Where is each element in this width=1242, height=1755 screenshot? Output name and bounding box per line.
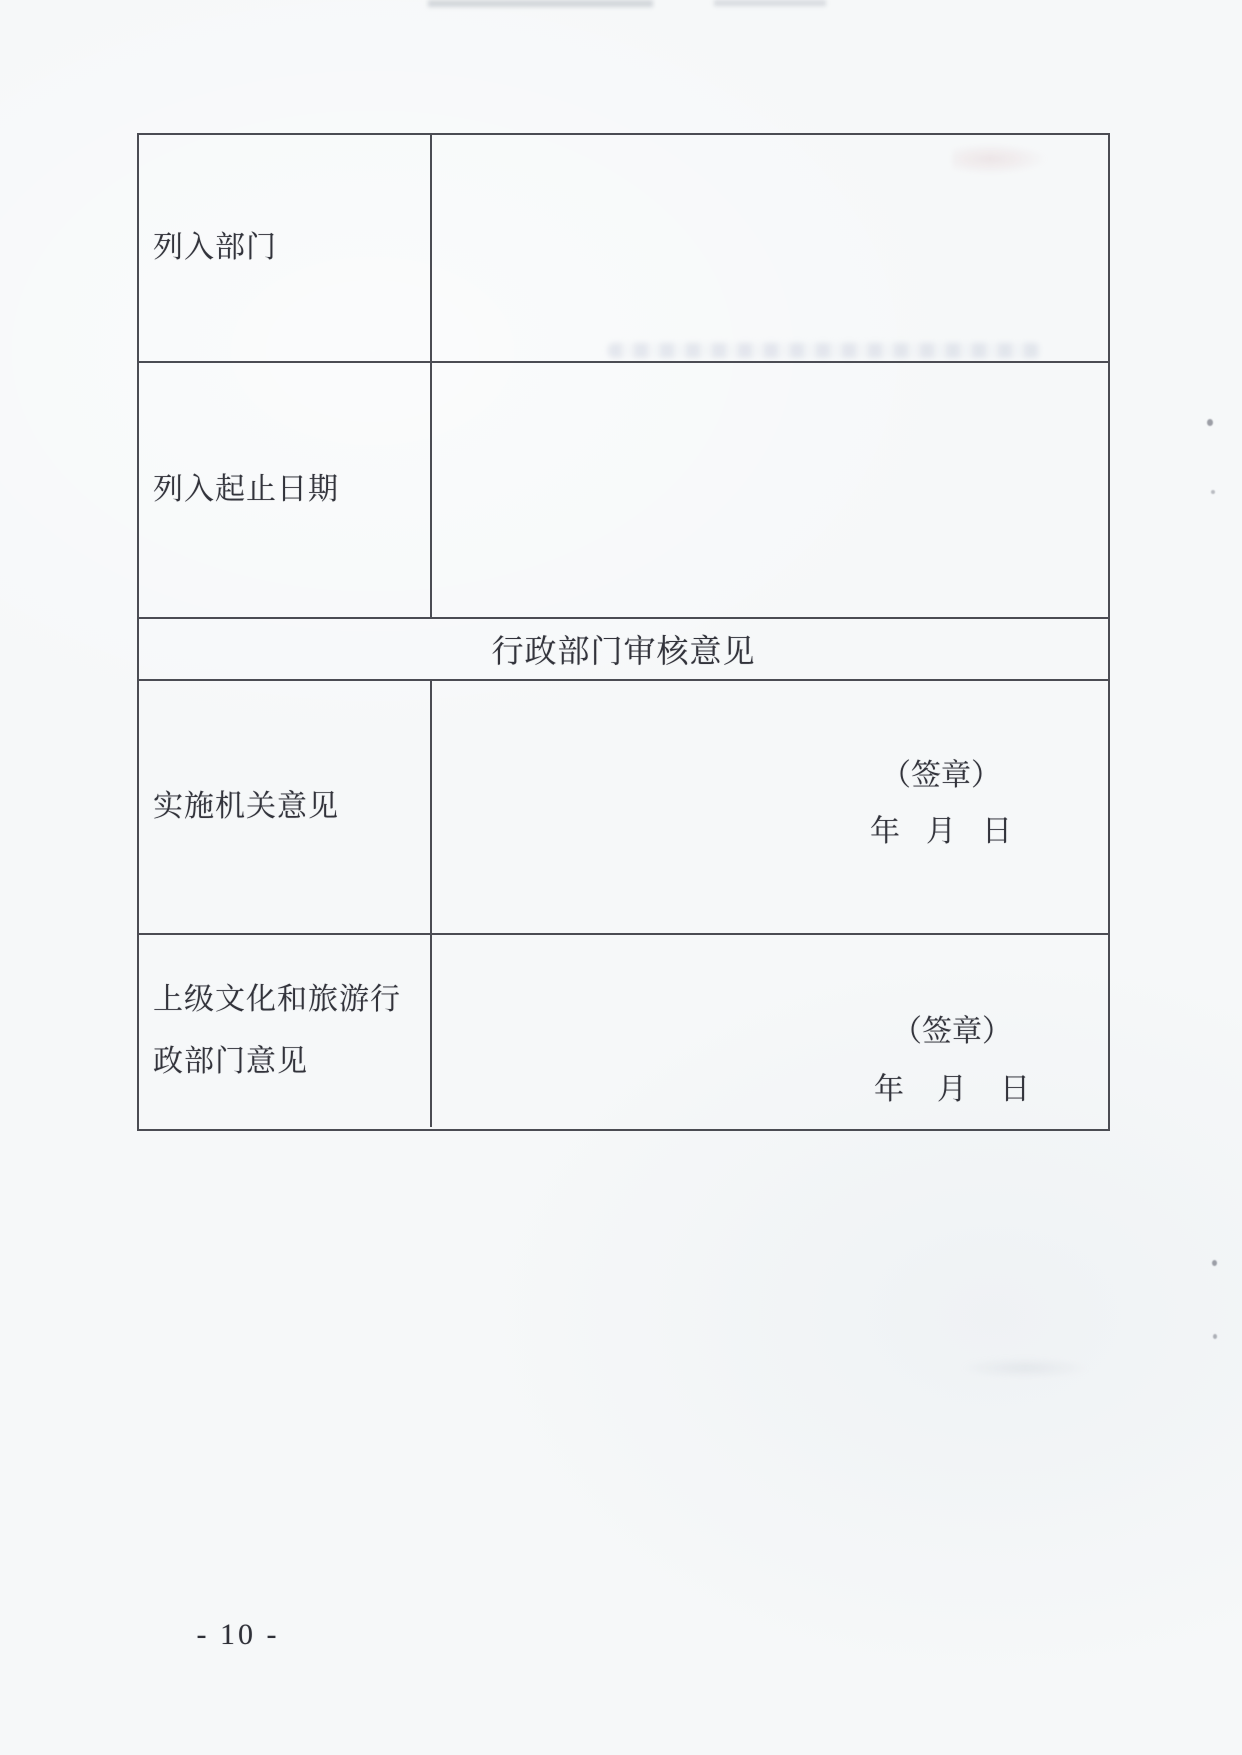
field-label-text: 列入起止日期 <box>153 473 339 506</box>
row-superior-department-opinion <box>139 935 1108 1127</box>
date-day-label: 日 <box>982 815 1012 848</box>
section-header-admin-review <box>139 619 1108 681</box>
date-month-label: 月 <box>937 1073 967 1106</box>
field-label-listing-period <box>139 363 432 617</box>
scan-speck <box>1207 419 1213 426</box>
scan-speck <box>1213 1334 1217 1339</box>
field-label-implementing-agency-opinion <box>139 681 432 933</box>
scan-edge-shadow <box>428 0 653 7</box>
field-value-listed-department <box>432 135 1108 361</box>
date-day-label: 日 <box>1000 1073 1030 1106</box>
date-line <box>870 817 1012 847</box>
field-label-text: 列入部门 <box>153 231 277 264</box>
page-number: - 10 - <box>196 1618 280 1651</box>
seal-label: （签章） <box>892 1015 1012 1048</box>
row-implementing-agency-opinion <box>139 681 1108 935</box>
field-label-listed-department <box>139 135 432 361</box>
approval-form-table <box>137 133 1110 1131</box>
date-month-label: 月 <box>926 815 956 848</box>
date-year-label: 年 <box>870 815 900 848</box>
scan-edge-shadow <box>714 0 826 6</box>
field-label-text: 实施机关意见 <box>153 790 339 823</box>
scan-speck <box>1212 1260 1217 1266</box>
seal-label: （签章） <box>881 759 1001 792</box>
scan-smudge <box>960 1358 1090 1378</box>
field-label-superior-department-opinion <box>139 935 432 1127</box>
signature-stamp-area <box>870 759 1012 847</box>
row-listed-department <box>139 135 1108 363</box>
row-listing-period <box>139 363 1108 619</box>
date-line <box>874 1075 1030 1105</box>
scan-speck <box>1211 490 1215 494</box>
section-header-text: 行政部门审核意见 <box>491 633 756 669</box>
field-value-superior-department-opinion <box>432 935 1108 1127</box>
field-value-implementing-agency-opinion <box>432 681 1108 933</box>
field-value-listing-period <box>432 363 1108 617</box>
signature-stamp-area <box>874 1015 1030 1105</box>
date-year-label: 年 <box>874 1073 904 1106</box>
field-label-text: 上级文化和旅游行政部门意见 <box>153 983 401 1078</box>
